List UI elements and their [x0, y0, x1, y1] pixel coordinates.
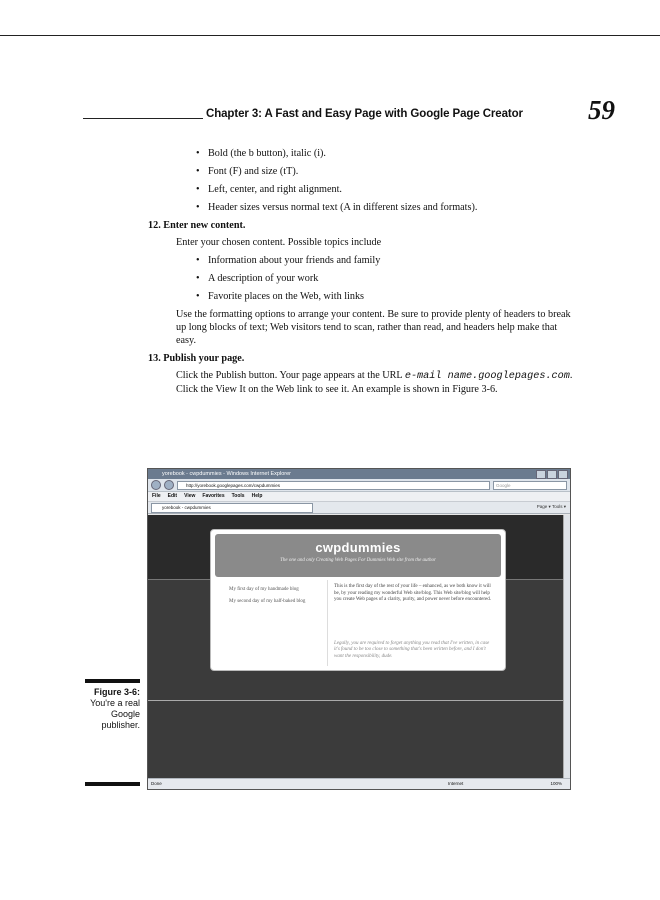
site-columns [215, 580, 501, 666]
body-text [148, 147, 578, 401]
window-titlebar [148, 469, 570, 479]
menu-bar [148, 492, 570, 502]
sidebar-link[interactable]: My second day of my half-baked blog [229, 599, 306, 604]
menu-file[interactable]: File [152, 493, 161, 499]
site-header [215, 534, 501, 577]
maximize-icon[interactable] [547, 470, 557, 479]
url-example: e-mail name.googlepages.com [404, 371, 570, 382]
tab-row [148, 502, 570, 514]
list-item: • Font (F) and size (tT). [196, 165, 578, 178]
sidebar-links [215, 580, 328, 666]
step-12-paragraph: Use the formatting options to arrange your content. Be sure to provide plenty of headers to break up long blocks of text; Web visitors tend to scan, rather than read, and headers help make that easy. [176, 309, 571, 346]
address-bar[interactable]: http://yorebook.googlepages.com/cwpdummies [177, 481, 490, 490]
forward-icon[interactable] [164, 480, 174, 490]
list-item: • Favorite places on the Web, with links [196, 290, 578, 303]
caption-rule-bottom [85, 782, 140, 786]
list-item: • A description of your work [196, 272, 578, 285]
scrollbar[interactable] [563, 515, 570, 779]
sidebar-link[interactable]: My first day of my handmade blog [229, 587, 299, 592]
page-viewport [148, 515, 570, 779]
caption-label: Figure 3-6: [93, 687, 140, 697]
figure-screenshot [147, 468, 571, 790]
caption-text: You're a real Google publisher. [90, 698, 140, 730]
minimize-icon[interactable] [536, 470, 546, 479]
close-icon[interactable] [558, 470, 568, 479]
caption-rule-top [85, 679, 140, 683]
zone-label: Internet [448, 781, 464, 786]
footer-note: Legally, you are required to forget anything you read that I've written, in case it's found to be too close to something that's been written before, and I don't want the responsibility, dude. [334, 640, 490, 659]
running-head: Chapter 3: A Fast and Easy Page with Google Page Creator [206, 108, 523, 120]
menu-help[interactable]: Help [251, 493, 263, 499]
step-13-paragraph [176, 369, 578, 396]
address-row [148, 479, 570, 492]
header-rule [83, 118, 203, 119]
status-bar [148, 778, 570, 789]
window-controls [536, 470, 568, 479]
step-12-title: 12. Enter new content. [148, 220, 246, 231]
step-13-text-a: Click the Publish button. Your page appears at the URL [176, 370, 405, 381]
browser-tab[interactable]: yorebook - cwpdummies [151, 503, 313, 513]
site-tagline: The one and only Creating Web Pages For Dummies Web site from the author [280, 558, 436, 563]
back-icon[interactable] [151, 480, 161, 490]
list-item: • Header sizes versus normal text (A in different sizes and formats). [196, 201, 578, 214]
menu-view[interactable]: View [184, 493, 196, 499]
window-title: yorebook - cwpdummies - Windows Internet Explorer [162, 471, 291, 477]
page-number: 59 [588, 95, 615, 125]
list-item: • Bold (the b button), italic (i). [196, 147, 578, 160]
step-13-title: 13. Publish your page. [148, 353, 245, 364]
zoom-level[interactable]: 100% [550, 781, 562, 786]
menu-edit[interactable]: Edit [167, 493, 178, 499]
list-item: • Left, center, and right alignment. [196, 183, 578, 196]
content-text: This is the first day of the rest of your life – enhanced, as we both know it will be, by your reading my wonderful Web site/blog. This Web site/blog will help you create Web pages of a clarity, purity, and power never before encountered. [334, 584, 491, 602]
main-content [328, 580, 501, 666]
search-input[interactable]: Google [493, 481, 567, 490]
site-card [210, 529, 506, 671]
list-item: • Information about your friends and family [196, 254, 578, 267]
menu-favorites[interactable]: Favorites [202, 493, 225, 499]
toolbar-commands[interactable]: Page ▾ Tools ▾ [536, 504, 566, 509]
figure-caption [78, 687, 140, 731]
menu-tools[interactable]: Tools [231, 493, 245, 499]
site-title: cwpdummies [315, 540, 401, 555]
divider [148, 700, 570, 701]
step-13-text-b: . Click the View It on the Web link to see it. An example is shown in Figure 3-6. [176, 370, 573, 395]
top-rule [0, 35, 660, 36]
step-12-intro: Enter your chosen content. Possible topics include [176, 237, 382, 248]
status-text: Done [151, 781, 162, 786]
